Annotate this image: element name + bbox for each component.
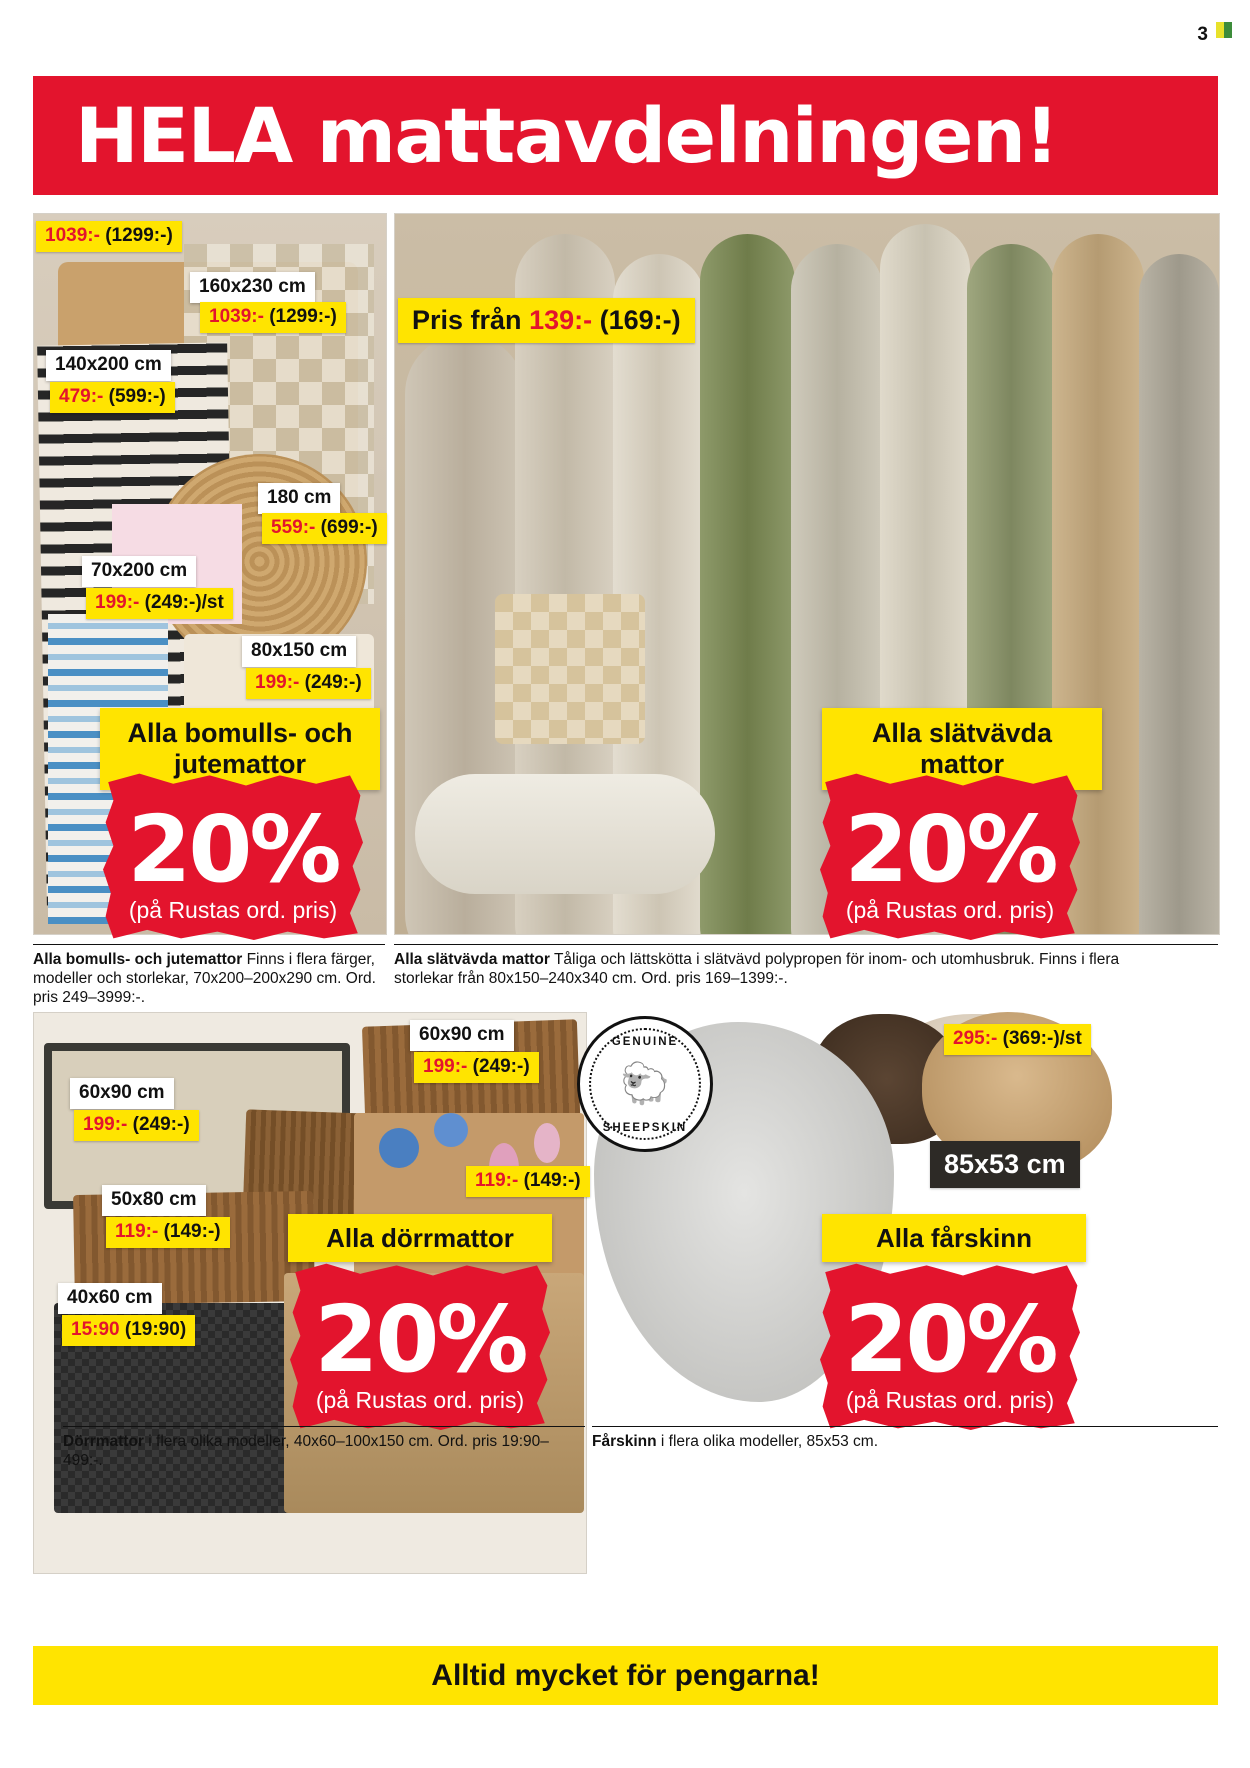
stamp-bottom-text: SHEEPSKIN — [602, 1122, 688, 1134]
headline-banner — [33, 76, 1218, 195]
doormats-discount-sub: (på Rustas ord. pris) — [315, 1387, 525, 1413]
flatwoven-discount-burst — [820, 772, 1080, 940]
flatwoven-headline: Alla slätvävda mattor — [822, 708, 1102, 790]
price-from-tag — [398, 298, 695, 343]
size-label-160x230: 160x230 cm — [190, 272, 315, 303]
price-tag-sheepskin-295: 295:- (369:-)/st — [944, 1024, 1091, 1055]
sheepskin-discount-sub: (på Rustas ord. pris) — [845, 1387, 1055, 1413]
price-from-old: (169:-) — [599, 305, 681, 335]
price-tag-559: 559:- (699:-) — [262, 513, 387, 544]
cotton-jute-caption — [33, 950, 385, 1007]
flatwoven-caption-bold: Alla slätvävda mattor — [394, 951, 550, 968]
doormats-caption-bold: Dörrmattor — [63, 1433, 144, 1450]
price-tag-199: 199:- (249:-) — [246, 668, 371, 699]
size-label-80x150: 80x150 cm — [242, 636, 356, 667]
doormats-discount-burst — [290, 1262, 550, 1430]
cotton-jute-discount-value: 20% — [127, 796, 339, 903]
flatwoven-discount-sub: (på Rustas ord. pris) — [845, 897, 1055, 923]
headline-text: HELA mattavdelningen! — [75, 91, 1058, 180]
page-number: 3 — [1197, 24, 1208, 45]
cotton-jute-caption-bold: Alla bomulls- och jutemattor — [33, 951, 243, 968]
price-tag-doormat-1590: 15:90 (19:90) — [62, 1315, 195, 1346]
price-tag-1039-top: 1039:- (1299:-) — [36, 221, 182, 252]
price-tag-doormat-199-a: 199:- (249:-) — [414, 1052, 539, 1083]
doormats-caption-rest: i flera olika modeller, 40x60–100x150 cm. Ord. pris 19:90–499:-. — [63, 1433, 549, 1469]
cotton-jute-headline: Alla bomulls- och jutemattor — [100, 708, 380, 790]
footer-slogan-bar — [33, 1646, 1218, 1705]
flatwoven-discount-value: 20% — [844, 796, 1056, 903]
size-label-180: 180 cm — [258, 483, 340, 514]
stamp-top-text: GENUINE — [611, 1036, 679, 1048]
sheepskin-caption-rest: i flera olika modeller, 85x53 cm. — [656, 1433, 879, 1450]
sheepskin-headline: Alla fårskinn — [822, 1214, 1086, 1262]
price-tag-doormat-119-b: 119:- (149:-) — [106, 1217, 230, 1248]
sheepskin-discount-burst — [820, 1262, 1080, 1430]
price-tag-199-st: 199:- (249:-)/st — [86, 588, 233, 619]
size-label-40x60: 40x60 cm — [58, 1283, 162, 1314]
footer-slogan: Alltid mycket för pengarna! — [431, 1659, 820, 1692]
size-label-70x200: 70x200 cm — [82, 556, 196, 587]
sheepskin-caption — [592, 1432, 1212, 1451]
doormats-discount-value: 20% — [314, 1286, 526, 1393]
sheepskin-caption-bold: Fårskinn — [592, 1433, 657, 1450]
doormats-headline: Alla dörrmattor — [288, 1214, 552, 1262]
cotton-jute-discount-sub: (på Rustas ord. pris) — [128, 897, 338, 923]
price-from-value: 139:- — [529, 305, 593, 335]
flatwoven-caption-rest: Tåliga och lättskötta i slätvävd polypropen för inom- och utomhusbruk. Finns i flera storlekar från 80x150–240x340 cm. Ord. pris 169–1399:-. — [394, 951, 1120, 987]
doormats-caption — [63, 1432, 583, 1470]
cotton-jute-caption-rest: Finns i flera färger, modeller och storlekar, 70x200–200x290 cm. Ord. pris 249–3999:-. — [33, 951, 376, 1006]
sheep-icon: 🐑 — [620, 1062, 670, 1106]
cotton-jute-discount-burst — [103, 772, 363, 940]
size-label-60x90-b: 60x90 cm — [70, 1078, 174, 1109]
size-label-60x90-a: 60x90 cm — [410, 1020, 514, 1051]
size-label-50x80: 50x80 cm — [102, 1185, 206, 1216]
price-from-label: Pris från — [412, 305, 522, 335]
price-tag-doormat-119-a: 119:- (149:-) — [466, 1166, 590, 1197]
size-label-85x53: 85x53 cm — [930, 1141, 1080, 1188]
genuine-sheepskin-stamp — [577, 1016, 713, 1152]
price-tag-1039: 1039:- (1299:-) — [200, 302, 346, 333]
flatwoven-caption — [394, 950, 1154, 988]
price-tag-479: 479:- (599:-) — [50, 382, 175, 413]
page-corner-mark-icon — [1216, 22, 1232, 38]
price-tag-doormat-199-b: 199:- (249:-) — [74, 1110, 199, 1141]
size-label-140x200: 140x200 cm — [46, 350, 171, 381]
sheepskin-discount-value: 20% — [844, 1286, 1056, 1393]
